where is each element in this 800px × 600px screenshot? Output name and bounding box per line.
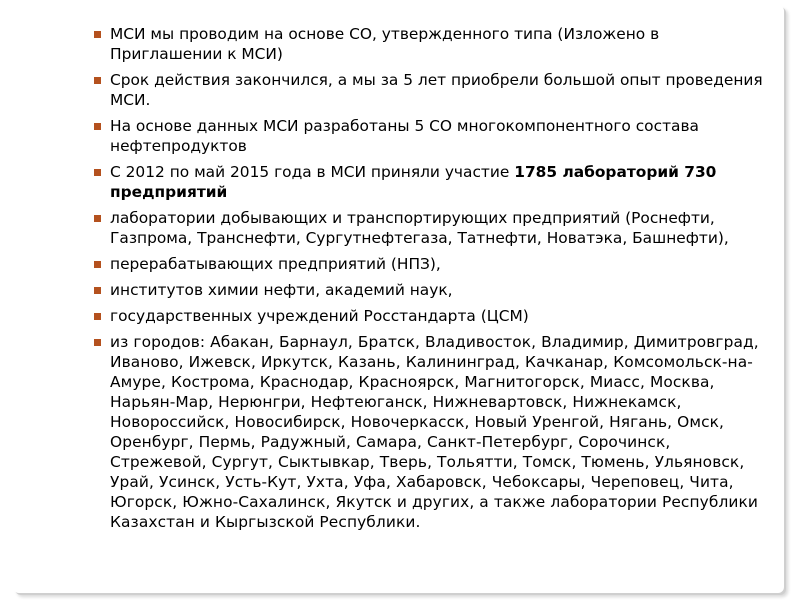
bullet-text: из городов: Абакан, Барнаул, Братск, Владивосток, Владимир, Димитровград, Иваново, Ижевск, Иркутск, Казань, Калининград, Качканар, Комсомольск-на-Амуре, Кострома, Краснодар, Красноярск, Магнитогорск, Миасс, Москва, Нарьян-Мар, Нерюнгри, Нефтеюганск, Нижневартовск, Нижнекамск, Новороссийск, Новосибирск, Новочеркасск, Новый Уренгой, Нягань, Омск, Оренбург, Пермь, Радужный, Самара, Санкт-Петербург, Сорочинск, Стрежевой, Сургут, Сыктывкар, Тверь, Тольятти, Томск, Тюмень, Ульяновск, Урай, Усинск, Усть-Кут, Ухта, Уфа, Хабаровск, Чебоксары, Череповец, Чита, Югорск, Южно-Сахалинск, Якутск и других, а также лаборатории Республики Казахстан и Кыргызской Республики. [110,333,759,531]
bullet-text: МСИ мы проводим на основе СО, утвержденного типа (Изложено в Приглашении к МСИ) [110,25,660,63]
square-bullet-icon [94,313,101,320]
bullet-list [94,24,764,538]
bullet-bold-text: 1785 лабораторий 730 предприятий [110,163,717,201]
bullet-item [94,332,764,532]
square-bullet-icon [94,261,101,268]
bullet-text: С 2012 по май 2015 года в МСИ приняли участие [110,163,515,181]
bullet-item [94,24,764,64]
bullet-item [94,208,764,248]
square-bullet-icon [94,215,101,222]
square-bullet-icon [94,287,101,294]
bullet-text: лаборатории добывающих и транспортирующих предприятий (Роснефти, Газпрома, Транснефти, Сургутнефтегаза, Татнефти, Новатэка, Башнефти), [110,209,729,247]
bullet-item [94,70,764,110]
square-bullet-icon [94,339,101,346]
bullet-item [94,254,764,274]
bullet-item [94,280,764,300]
bullet-text: Срок действия закончился, а мы за 5 лет приобрели большой опыт проведения МСИ. [110,71,763,109]
bullet-text: На основе данных МСИ разработаны 5 СО многокомпонентного состава нефтепродуктов [110,117,699,155]
bullet-text: перерабатывающих предприятий (НПЗ), [110,255,441,273]
bullet-text: институтов химии нефти, академий наук, [110,281,453,299]
bullet-item [94,116,764,156]
square-bullet-icon [94,169,101,176]
bullet-text: государственных учреждений Росстандарта (ЦСМ) [110,307,529,325]
square-bullet-icon [94,123,101,130]
bullet-item [94,162,764,202]
square-bullet-icon [94,31,101,38]
bullet-item [94,306,764,326]
square-bullet-icon [94,77,101,84]
